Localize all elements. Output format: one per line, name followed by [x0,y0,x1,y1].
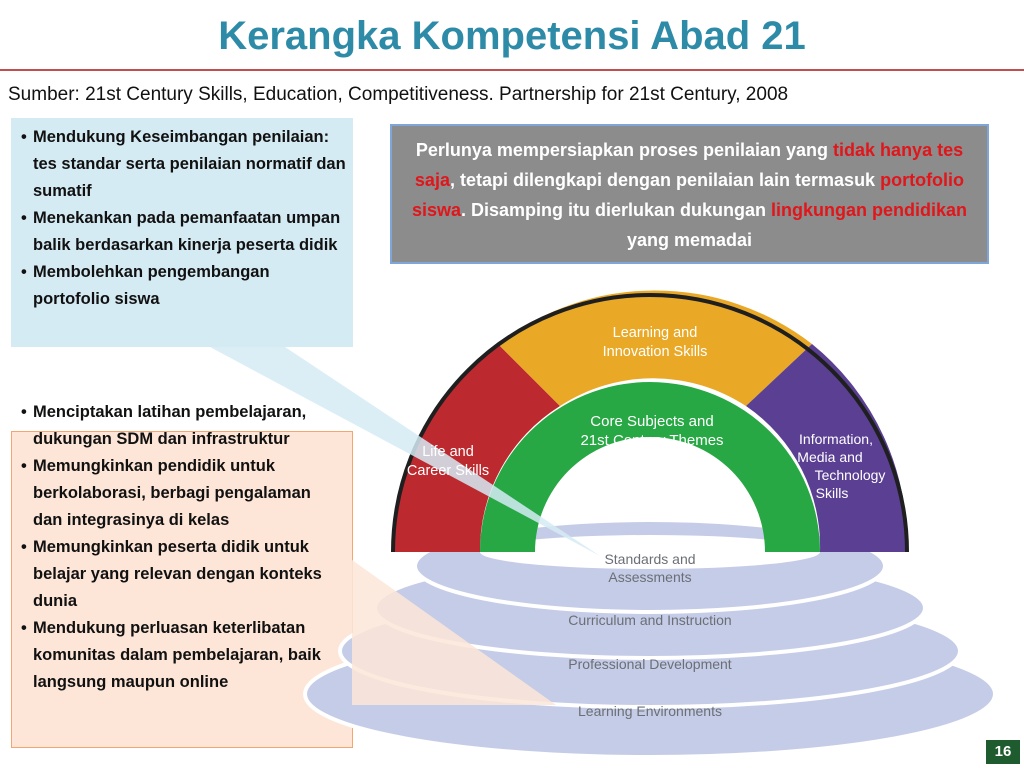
list-item: • Membolehkan pengembangan portofolio siswa [21,259,351,313]
label-curriculum: Curriculum and Instruction [568,612,732,628]
note-highlight: portofolio siswa [411,170,965,220]
label-learning-environments: Learning Environments [578,703,722,719]
label-life-career-1: Life and [422,444,474,460]
label-standards-1: Standards and [604,551,696,567]
list-item: • Mendukung Keseimbangan penilaian: tes standar serta penilaian normatif dan sumatif [21,124,351,205]
label-information-media-2: Media and [797,449,863,465]
list-item: • Menekankan pada pemanfaatan umpan balik berdasarkan kinerja peserta didik [21,205,351,259]
label-learning-innovation-2: Innovation Skills [602,344,708,360]
note-text: , tetapi dilengkapi dengan penilaian lain termasuk [449,170,881,190]
list-item: • Menciptakan latihan pembelajaran, dukungan SDM dan infrastruktur [21,399,339,453]
note-highlight: lingkungan pendidikan [771,200,968,220]
note-text: yang memadai [626,230,753,250]
standards-bullet-list [21,124,351,313]
environment-bullet-list [21,399,339,696]
slide-title: Kerangka Kompetensi Abad 21 [218,14,806,58]
page-number-badge: 16 [986,740,1020,764]
label-life-career-2: Career Skills [406,463,490,479]
source-citation: Sumber: 21st Century Skills, Education, Competitiveness. Partnership for 21st Century, 2008 [8,84,789,105]
note-highlight: tidak hanya tes saja [414,140,964,190]
label-core-subjects-2: 21st Century Themes [580,432,724,449]
label-information-media-1: Information, [799,431,873,447]
label-standards-2: Assessments [608,569,692,585]
label-information-media-4: Skills [815,485,849,501]
list-item: • Memungkinkan pendidik untuk berkolaborasi, berbagi pengalaman dan integrasinya di kelas [21,453,339,534]
label-professional-development: Professional Development [568,656,732,672]
label-learning-innovation-1: Learning and [612,325,698,341]
list-item: • Mendukung perluasan keterlibatan komunitas dalam pembelajaran, baik langsung maupun online [21,615,339,696]
label-information-media-3: Technology [814,467,886,483]
list-item: • Memungkinkan peserta didik untuk belajar yang relevan dengan konteks dunia [21,534,339,615]
note-text: Perlunya mempersiapkan proses penilaian yang [415,140,834,160]
label-core-subjects-1: Core Subjects and [590,413,714,430]
note-text: . Disamping itu dierlukan dukungan [461,200,772,220]
assessment-note-box [390,124,989,264]
